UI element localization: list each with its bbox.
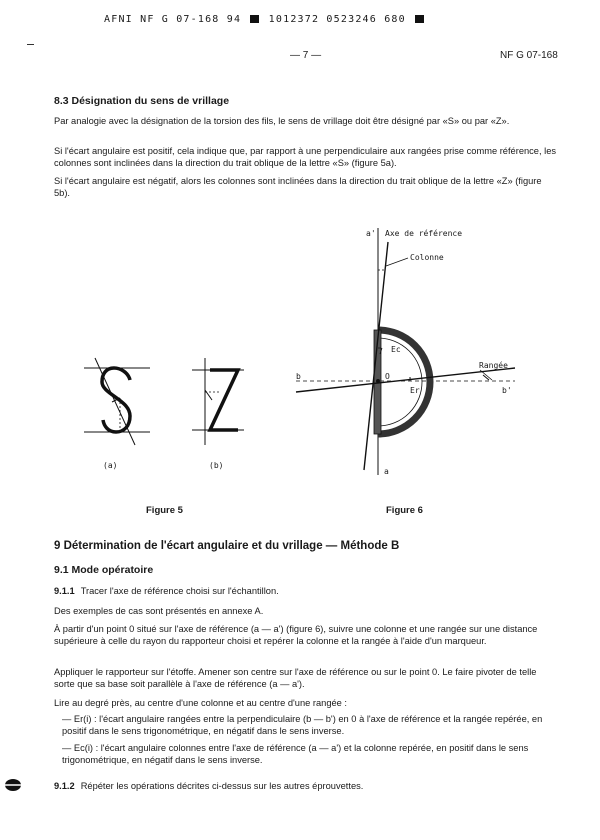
margin-mark [27, 44, 34, 45]
margin-bullet-icon [4, 778, 22, 792]
para-lire: Lire au degré près, au centre d'une colonne et au centre d'une rangée : [54, 698, 347, 708]
label-er: Er [410, 386, 420, 395]
para-a-partir: À partir d'un point 0 situé sur l'axe de référence (a — a') (figure 6), suivre une colonne et une rangée sur une distance supérieure à celle du rayon du rapporteur choisi et repérer la colonne et la rangée à l'aide d'un marqueur. [54, 624, 538, 646]
header-code [104, 14, 426, 25]
section-9-title: 9 Détermination de l'écart angulaire et du vrillage — Méthode B [54, 540, 400, 552]
label-reference-axis: Axe de référence [385, 229, 463, 238]
letter-z-figure [192, 358, 244, 445]
label-b: b [296, 372, 301, 381]
section-8-3-para3: Si l'écart angulaire est négatif, alors les colonnes sont inclinées dans la direction du trait oblique de la lettre «Z» (figure 5b). [54, 176, 542, 198]
label-ec: Ec [391, 345, 401, 354]
label-a: a [384, 467, 389, 476]
header-code-part1: AFNI NF G 07-168 94 [104, 14, 242, 25]
para-9-1-2 [54, 781, 558, 793]
figure-5b-label: (b) [209, 461, 224, 470]
para-appliquer: Appliquer le rapporteur sur l'étoffe. Amener son centre sur l'axe de référence ou sur le point 0. Le faire pivoter de telle sorte que sa base soit parallèle à l'axe de référence (a — a'). [54, 667, 537, 689]
para-9-1-1 [54, 586, 558, 598]
figure-5-drawing [70, 350, 280, 485]
para-9-1-1-text: Tracer l'axe de référence choisi sur l'échantillon. [80, 586, 279, 596]
section-8-3-para1: Par analogie avec la désignation de la torsion des fils, le sens de vrillage doit être désigné par «S» ou par «Z». [54, 116, 510, 126]
section-9-1-title: 9.1 Mode opératoire [54, 564, 154, 576]
page-number: — 7 — [290, 50, 322, 61]
standard-reference: NF G 07-168 [500, 50, 558, 61]
section-8-3-title: 8.3 Désignation du sens de vrillage [54, 95, 230, 107]
figure-5a-label: (a) [103, 461, 118, 470]
header-code-part2: 1012372 0523246 680 [268, 14, 406, 25]
para-er: — Er(i) : l'écart angulaire rangées entre la perpendiculaire (b — b') en 0 à l'axe de référence et la rangée repérée, en positif dans le sens trigonométrique, en négatif dans le sens inverse. [62, 714, 543, 736]
label-b-prime: b' [502, 386, 512, 395]
para-9-1-2-number: 9.1.2 [54, 781, 75, 791]
para-9-1-1-number: 9.1.1 [54, 586, 75, 596]
figure-5-caption: Figure 5 [146, 505, 183, 516]
barcode-block-icon [250, 15, 259, 23]
letter-s-figure [84, 358, 150, 445]
label-colonne: Colonne [410, 253, 444, 262]
label-rangee: Rangée [479, 361, 508, 370]
label-o: O [385, 372, 390, 381]
figure-6-caption: Figure 6 [386, 505, 423, 516]
section-8-3-para2: Si l'écart angulaire est positif, cela indique que, par rapport à une perpendiculaire aux rangées prise comme référence, les colonnes sont inclinées dans la direction du trait oblique de la lettre «S» (figure 5a). [54, 146, 557, 168]
para-9-1-2-text: Répéter les opérations décrites ci-dessus sur les autres éprouvettes. [80, 781, 364, 791]
para-examples: Des exemples de cas sont présentés en annexe A. [54, 606, 264, 616]
barcode-block-icon [415, 15, 424, 23]
label-a-prime: a' [366, 229, 376, 238]
para-ec: — Ec(i) : l'écart angulaire colonnes entre l'axe de référence (a — a') et la colonne repérée, en positif dans le sens trigonométrique, en négatif dans le sens inverse. [62, 743, 529, 765]
